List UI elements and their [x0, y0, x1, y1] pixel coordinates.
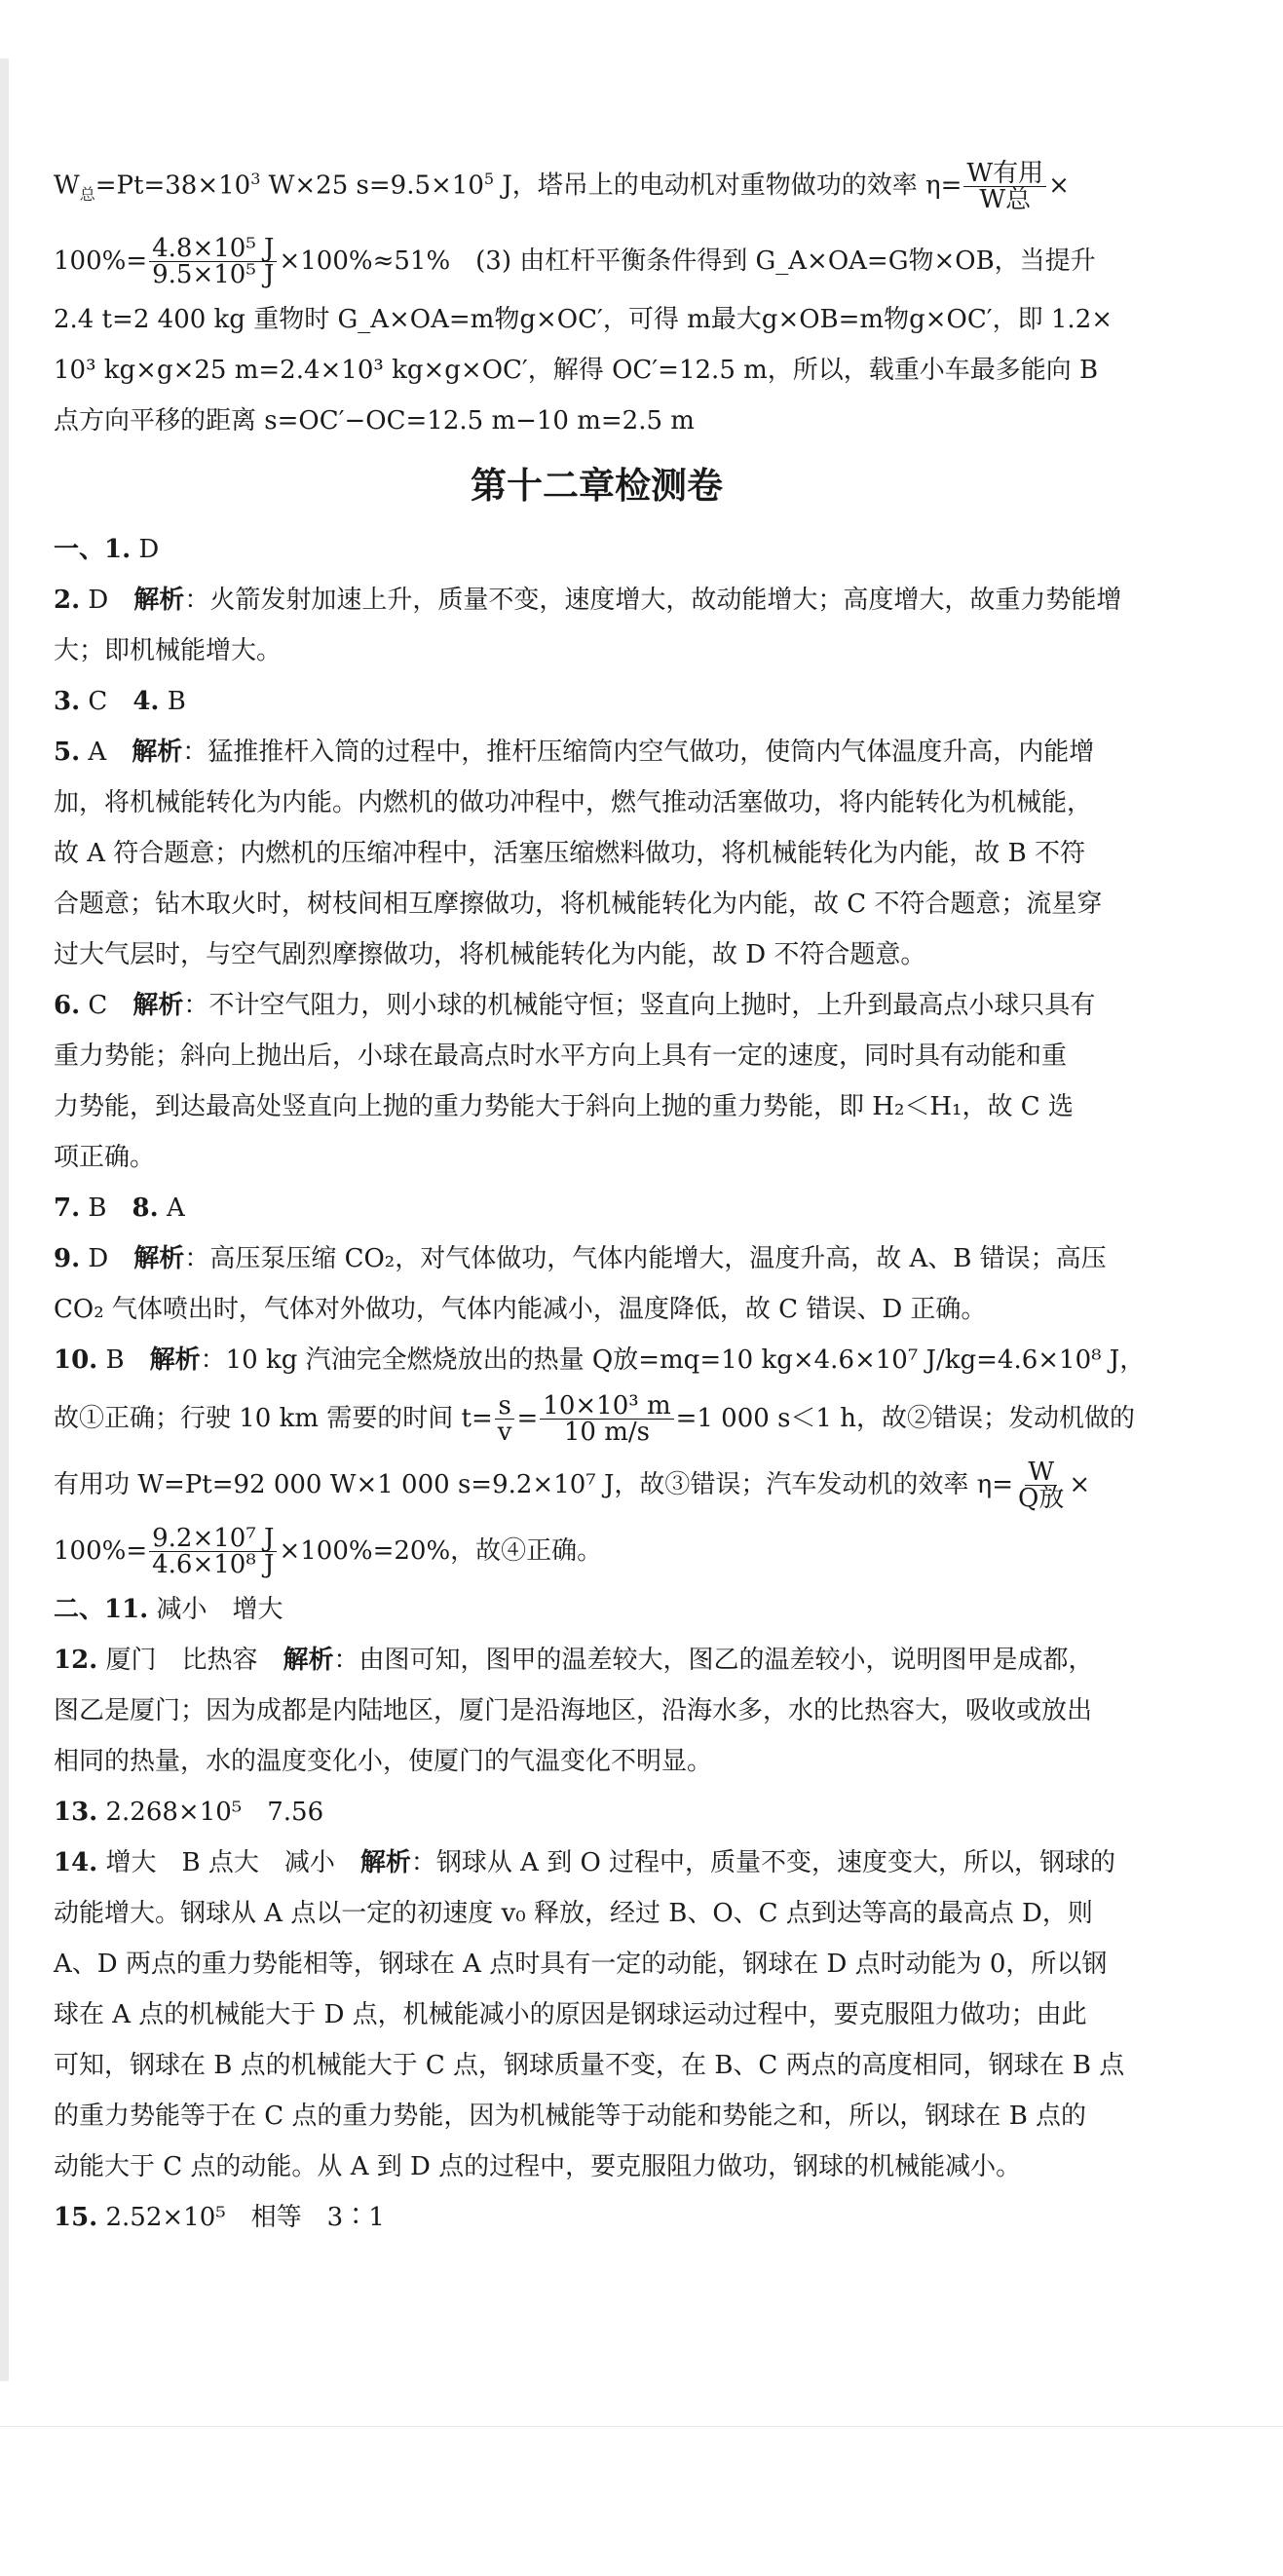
analysis-label: 解析 — [132, 990, 184, 1020]
left-margin-shadow — [0, 58, 9, 2381]
answer-continuation-line — [54, 1686, 1140, 1736]
answer-text: 动能大于 C 点的动能。从 A 到 D 点的过程中，要克服阻力做功，钢球的机械能减小。 — [54, 2151, 1022, 2181]
analysis-label: 解析 — [133, 1243, 185, 1273]
answer-continuation-line — [54, 625, 1140, 676]
answer-text: 2.52×10⁵ 相等 3∶1 — [105, 2202, 385, 2232]
answer-choice: D — [88, 1243, 109, 1273]
answer-item — [54, 1837, 1140, 1888]
text: 故①正确；行驶 10 km 需要的时间 t= — [54, 1403, 493, 1433]
text: 100%= — [54, 246, 148, 276]
answer-text: 项正确。 — [54, 1142, 156, 1172]
answer-item — [54, 727, 1140, 777]
answer-text: ：由图可知，图甲的温差较大，图乙的温差较小，说明图甲是成都， — [333, 1645, 1094, 1675]
answer-page — [54, 146, 1146, 2243]
answer-choice: B — [167, 686, 186, 716]
numerator: 9.2×10⁷ J — [149, 1526, 277, 1552]
question-number: 14. — [54, 1847, 98, 1877]
answer-continuation-line — [54, 828, 1140, 879]
denominator: 10 m/s — [563, 1418, 650, 1448]
answer-choice: C — [88, 990, 108, 1020]
numerator: 4.8×10⁵ J — [149, 236, 277, 262]
answer-item — [54, 676, 1140, 727]
answer-text: C — [88, 686, 133, 716]
answer-choice: 厦门 比热容 — [105, 1645, 258, 1675]
cont-line-1 — [54, 146, 1140, 228]
efficiency-fraction — [963, 159, 1046, 215]
analysis-label: 解析 — [359, 1847, 411, 1877]
engine-efficiency-value-fraction — [149, 1524, 277, 1580]
subscript: 总 — [79, 184, 95, 204]
answer-item — [54, 1335, 1146, 1385]
analysis-label: 解析 — [132, 737, 183, 767]
answer-list-2 — [54, 1584, 1140, 2243]
answer-continuation-line — [54, 1132, 1140, 1183]
cont-line-4: 10³ kg×g×25 m=2.4×10³ kg×g×OC′，解得 OC′=12.5 m，所以，载重小车最多能向 B — [54, 355, 1099, 385]
answer-choice: 增大 B 点大 减小 — [105, 1847, 335, 1877]
text: ×100%≈51% (3) 由杠杆平衡条件得到 G_A×OA=G物×OB，当提升 — [279, 246, 1096, 276]
answer-item — [54, 1635, 1140, 1686]
answer-text: 力势能，到达最高处竖直向上抛的重力势能大于斜向上抛的重力势能，即 H₂＜H₁，故 C 选 — [54, 1091, 1074, 1121]
answer-continuation-line — [54, 2040, 1140, 2091]
q10-line-2 — [54, 1385, 1140, 1452]
efficiency-value-fraction — [149, 234, 277, 290]
answer-continuation-line — [54, 1284, 1140, 1335]
answer-continuation-line — [54, 2141, 1140, 2192]
denominator: 9.5×10⁵ J — [152, 260, 275, 290]
text: × — [1069, 1469, 1091, 1499]
answer-continuation-line — [54, 1939, 1140, 1989]
analysis-label: 解析 — [283, 1645, 334, 1675]
answer-continuation-line — [54, 777, 1140, 828]
answer-text: 减小 增大 — [156, 1594, 283, 1624]
denominator: W总 — [979, 185, 1032, 215]
text: =1 000 s＜1 h，故②错误；发动机做的 — [675, 1403, 1135, 1433]
answer-text: 球在 A 点的机械能大于 D 点，机械能减小的原因是钢球运动过程中，要克服阻力做功；由此 — [54, 1999, 1087, 2029]
question-number: 12. — [54, 1645, 98, 1675]
answer-text: 相同的热量，水的温度变化小，使厦门的气温变化不明显。 — [54, 1746, 713, 1776]
q10-line-3 — [54, 1452, 1140, 1518]
text: W×25 s=9.5×10 — [260, 170, 484, 201]
chapter-heading: 第十二章检测卷 — [471, 464, 723, 507]
denominator: Q放 — [1018, 1484, 1065, 1514]
question-number: 二、11. — [54, 1594, 149, 1624]
answer-item — [54, 575, 1140, 625]
answer-text: 动能增大。钢球从 A 点以一定的初速度 v₀ 释放，经过 B、O、C 点到达等高的最高点 D，则 — [54, 1898, 1093, 1928]
engine-efficiency-fraction — [1015, 1458, 1067, 1514]
superscript: 3 — [250, 170, 261, 188]
question-number: 10. — [54, 1345, 98, 1375]
denominator: v — [497, 1418, 512, 1448]
answer-continuation-line — [54, 1989, 1140, 2040]
text: W — [54, 170, 80, 201]
answer-text: ：10 kg 汽油完全燃烧放出的热量 Q放=mq=10 kg×4.6×10⁷ J/kg=4.6×10⁸ J， — [200, 1345, 1146, 1375]
numerator: s — [495, 1393, 513, 1420]
question-number: 7. — [54, 1193, 81, 1223]
question-number: 15. — [54, 2202, 98, 2232]
question-number: 9. — [54, 1243, 81, 1273]
answer-choice: B — [105, 1345, 125, 1375]
answer-text: D — [138, 534, 160, 564]
answer-text: 大；即机械能增大。 — [54, 635, 283, 665]
text: 有用功 W=Pt=92 000 W×1 000 s=9.2×10⁷ J，故③错误；汽车发动机的效率 η= — [54, 1469, 1014, 1499]
answer-item — [54, 1183, 1140, 1233]
superscript: 5 — [483, 170, 495, 188]
answer-text: ：火箭发射加速上升，质量不变，速度增大，故动能增大；高度增大，故重力势能增 — [184, 585, 1122, 615]
answer-item — [54, 980, 1140, 1031]
text: J，塔吊上的电动机对重物做功的效率 η= — [494, 170, 962, 201]
text: 100%= — [54, 1535, 148, 1566]
answer-choice: A — [166, 1193, 185, 1223]
answer-text: 合题意；钻木取火时，树枝间相互摩擦做功，将机械能转化为内能，故 C 不符合题意；流星穿 — [54, 889, 1103, 919]
answer-text: B — [88, 1193, 132, 1223]
answer-item — [54, 2192, 1140, 2243]
answer-item — [54, 1233, 1140, 1284]
analysis-label: 解析 — [133, 585, 185, 615]
answer-text: 故 A 符合题意；内燃机的压缩冲程中，活塞压缩燃料做功，将机械能转化为内能，故 B 不符 — [54, 838, 1085, 868]
numerator: 10×10³ m — [540, 1393, 673, 1420]
analysis-label: 解析 — [149, 1345, 201, 1375]
question-number: 4. — [132, 686, 160, 716]
answer-continuation-line — [54, 1031, 1140, 1081]
denominator: 4.6×10⁸ J — [152, 1550, 275, 1580]
time-fraction — [495, 1391, 515, 1448]
text: = — [516, 1403, 539, 1433]
answer-continuation-line — [54, 929, 1140, 980]
answer-text: ：高压泵压缩 CO₂，对气体做功，气体内能增大，温度升高，故 A、B 错误；高压 — [184, 1243, 1107, 1273]
numerator: W — [1025, 1459, 1057, 1486]
answer-text: 重力势能；斜向上抛出后，小球在最高点时水平方向上具有一定的速度，同时具有动能和重 — [54, 1041, 1068, 1071]
answer-continuation-line — [54, 2091, 1140, 2141]
answer-text: 2.268×10⁵ 7.56 — [105, 1797, 324, 1827]
answer-text: ：钢球从 A 到 O 过程中，质量不变，速度变大，所以，钢球的 — [410, 1847, 1116, 1877]
answer-item — [54, 524, 1140, 575]
question-number: 3. — [54, 686, 81, 716]
bottom-divider — [0, 2426, 1283, 2427]
answer-text: CO₂ 气体喷出时，气体对外做功，气体内能减小，温度降低，故 C 错误、D 正确。 — [54, 1294, 987, 1324]
answer-text: 的重力势能等于在 C 点的重力势能，因为机械能等于动能和势能之和，所以，钢球在 B 点的 — [54, 2101, 1087, 2131]
answer-choice: A — [88, 737, 107, 767]
text: × — [1048, 170, 1070, 201]
answer-text: 加，将机械能转化为内能。内燃机的做功冲程中，燃气推动活塞做功，将内能转化为机械能， — [54, 787, 1093, 817]
time-value-fraction — [540, 1391, 673, 1448]
text: =Pt=38×10 — [94, 170, 251, 201]
q10-line-4 — [54, 1518, 1140, 1584]
answer-choice: D — [88, 585, 109, 615]
cont-line-2 — [54, 228, 1140, 294]
cont-line-3: 2.4 t=2 400 kg 重物时 G_A×OA=m物g×OC′，可得 m最大g×OB=m物g×OC′，即 1.2× — [54, 304, 1113, 334]
answer-text: A、D 两点的重力势能相等，钢球在 A 点时具有一定的动能，钢球在 D 点时动能为 0，所以钢 — [54, 1949, 1108, 1979]
answer-continuation-line — [54, 1888, 1140, 1939]
answer-item — [54, 1584, 1140, 1635]
answer-text: ：猛推推杆入筒的过程中，推杆压缩筒内空气做功，使筒内气体温度升高，内能增 — [182, 737, 1095, 767]
question-number: 6. — [54, 990, 81, 1020]
answer-continuation-line — [54, 879, 1140, 929]
question-number: 5. — [54, 737, 81, 767]
text: ×100%=20%，故④正确。 — [279, 1535, 603, 1566]
question-number: 2. — [54, 585, 81, 615]
question-number: 一、1. — [54, 534, 132, 564]
question-number: 13. — [54, 1797, 98, 1827]
answer-text: 过大气层时，与空气剧烈摩擦做功，将机械能转化为内能，故 D 不符合题意。 — [54, 939, 926, 969]
answer-continuation-line — [54, 1736, 1140, 1787]
question-number: 8. — [132, 1193, 159, 1223]
numerator: W有用 — [963, 161, 1046, 187]
answer-text: 可知，钢球在 B 点的机械能大于 C 点，钢球质量不变，在 B、C 两点的高度相同，钢球在 B 点 — [54, 2050, 1125, 2080]
answer-item — [54, 1787, 1140, 1837]
cont-line-5: 点方向平移的距离 s=OC′−OC=12.5 m−10 m=2.5 m — [54, 405, 695, 436]
answer-text: ：不计空气阻力，则小球的机械能守恒；竖直向上抛时，上升到最高点小球只具有 — [183, 990, 1096, 1020]
answer-list-1 — [54, 524, 1146, 1385]
answer-continuation-line — [54, 1081, 1140, 1132]
answer-text: 图乙是厦门；因为成都是内陆地区，厦门是沿海地区，沿海水多，水的比热容大，吸收或放出 — [54, 1695, 1093, 1725]
